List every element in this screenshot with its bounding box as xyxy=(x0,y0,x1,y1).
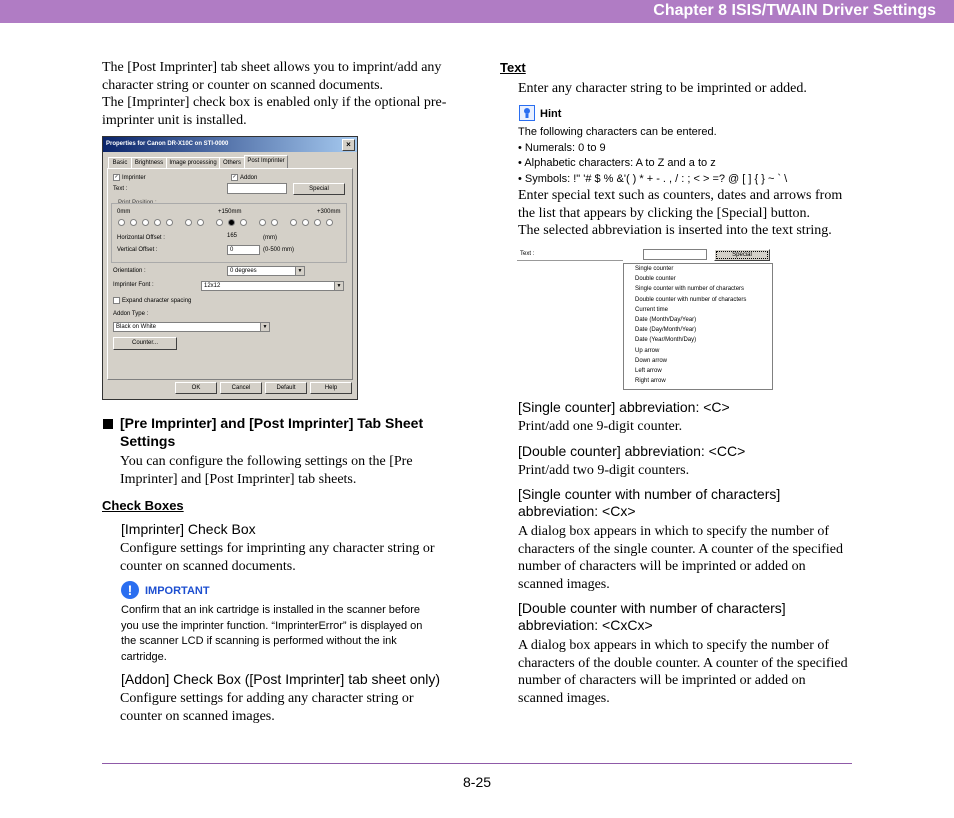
hint-content xyxy=(518,125,858,187)
text-input[interactable] xyxy=(227,183,287,194)
heading-line: [Single counter with number of characters] xyxy=(518,486,781,502)
text-label: Text : xyxy=(113,186,128,192)
vertical-unit: (0-500 mm) xyxy=(263,247,295,253)
position-radio[interactable] xyxy=(130,219,137,226)
double-counter-description: Print/add two 9-digit counters. xyxy=(518,463,690,478)
imprinter-checkbox-label: Imprinter xyxy=(122,175,146,182)
text-heading: Text xyxy=(500,60,526,75)
popup-text-label: Text : xyxy=(520,251,535,257)
position-radio[interactable] xyxy=(118,219,125,226)
horizontal-unit: (mm) xyxy=(263,235,277,241)
intro-line: imprinter unit is installed. xyxy=(102,112,247,128)
tab-brightness[interactable]: Brightness xyxy=(131,157,167,169)
scale-left-label: 0mm xyxy=(117,209,131,215)
important-label: IMPORTANT xyxy=(145,585,210,597)
double-counter-chars-heading xyxy=(518,600,786,634)
desc-line: characters of the single counter. A counter of the specified xyxy=(518,541,843,557)
intro-line: The [Post Imprinter] tab sheet allows you to imprint/add any xyxy=(102,60,442,75)
chevron-down-icon: ▼ xyxy=(260,323,269,331)
heading-line: [Double counter with number of characters] xyxy=(518,600,786,616)
vertical-offset-label: Vertical Offset : xyxy=(117,247,158,253)
special-description xyxy=(518,187,863,240)
page-number: 8-25 xyxy=(463,774,492,790)
section-description xyxy=(120,453,470,488)
addon-checkbox[interactable] xyxy=(231,174,257,181)
position-radio[interactable] xyxy=(185,219,192,226)
section-bullet-icon xyxy=(103,416,115,428)
imprinter-font-label: Imprinter Font : xyxy=(113,282,154,288)
tab-others[interactable]: Others xyxy=(219,157,245,169)
addon-type-label: Addon Type : xyxy=(113,311,149,317)
scale-right-label: +300mm xyxy=(317,209,341,215)
counter-button[interactable]: Counter... xyxy=(113,337,177,350)
chevron-down-icon: ▼ xyxy=(334,282,343,290)
note-line: cartridge. xyxy=(121,650,167,663)
dialog-title: Properties for Canon DR-X10C on STI-0000 xyxy=(106,141,229,147)
hint-intro: The following characters can be entered. xyxy=(518,126,717,138)
check-boxes-heading: Check Boxes xyxy=(102,498,184,513)
imprinter-checkbox-heading: [Imprinter] Check Box xyxy=(121,521,256,537)
list-item[interactable]: Double counter with number of characters xyxy=(635,296,747,303)
popup-text-input[interactable] xyxy=(643,249,707,260)
position-radio[interactable] xyxy=(271,219,278,226)
desc-line: A dialog box appears in which to specify the number of xyxy=(518,524,830,539)
important-icon: ! xyxy=(121,581,139,599)
note-line: Confirm that an ink cartridge is installed in the scanner before xyxy=(121,604,420,616)
position-radio[interactable] xyxy=(197,219,204,226)
desc-line: Enter special text such as counters, dates and arrows from xyxy=(518,188,843,203)
list-item[interactable]: Single counter xyxy=(635,266,674,272)
expand-spacing-label: Expand character spacing xyxy=(122,298,192,305)
list-item[interactable]: Up arrow xyxy=(635,347,660,354)
list-item[interactable]: Double counter xyxy=(635,276,676,283)
tab-post-imprinter[interactable]: Post Imprinter xyxy=(244,155,288,169)
desc-line: scanned images. xyxy=(518,690,610,706)
scale-mid-label: +150mm xyxy=(218,209,242,215)
desc-line: scanned images. xyxy=(518,576,610,592)
desc-line: counter on scanned documents. xyxy=(120,558,296,574)
text-description: Enter any character string to be imprinted or added. xyxy=(518,81,807,96)
single-counter-heading: [Single counter] abbreviation: <C> xyxy=(518,399,730,415)
single-counter-chars-heading xyxy=(518,486,780,520)
position-radio-selected[interactable] xyxy=(228,219,235,226)
position-radio[interactable] xyxy=(326,219,333,226)
single-counter-description: Print/add one 9-digit counter. xyxy=(518,419,683,434)
desc-line: the list that appears by clicking the [Special] button. xyxy=(518,205,810,221)
addon-checkbox-description xyxy=(120,690,470,725)
hint-label: Hint xyxy=(540,108,562,120)
orientation-select[interactable] xyxy=(227,266,305,276)
note-line: you use the imprinter function. “ImprinterError” is displayed on xyxy=(121,619,423,632)
desc-line: Configure settings for imprinting any character string or xyxy=(120,541,435,556)
chapter-title: Chapter 8 ISIS/TWAIN Driver Settings xyxy=(653,2,936,19)
desc-line: The selected abbreviation is inserted into the text string. xyxy=(518,223,832,238)
desc-line: counter on scanned images. xyxy=(120,708,275,724)
section-heading xyxy=(120,414,470,450)
imprinter-checkbox[interactable] xyxy=(113,174,146,181)
list-item[interactable]: Right arrow xyxy=(635,378,666,385)
check-icon: ✓ xyxy=(114,174,119,180)
hint-item: • Numerals: 0 to 9 xyxy=(518,141,606,154)
position-radio[interactable] xyxy=(154,219,161,226)
expand-spacing-checkbox[interactable] xyxy=(113,297,191,304)
list-item[interactable]: Date (Year/Month/Day) xyxy=(635,337,697,344)
divider xyxy=(517,260,623,261)
dialog-title-bar xyxy=(103,137,357,152)
section-desc-line: You can configure the following settings on the [Pre xyxy=(120,454,413,469)
list-item[interactable]: Date (Day/Month/Year) xyxy=(635,327,697,334)
list-item[interactable]: Date (Month/Day/Year) xyxy=(635,316,697,323)
tab-basic[interactable]: Basic xyxy=(108,157,132,169)
list-item[interactable]: Down arrow xyxy=(635,357,668,364)
desc-line: Configure settings for adding any character string or xyxy=(120,691,414,706)
special-list-screenshot xyxy=(517,248,772,388)
close-icon[interactable]: × xyxy=(342,139,355,151)
desc-line: number of characters will be imprinted or added on xyxy=(518,673,806,688)
hint-icon xyxy=(519,105,535,121)
default-button[interactable]: Default xyxy=(265,382,307,394)
list-item[interactable]: Single counter with number of characters xyxy=(635,286,745,293)
popup-special-button[interactable]: Special xyxy=(714,249,770,261)
addon-checkbox-label: Addon xyxy=(240,175,258,182)
position-radio[interactable] xyxy=(240,219,247,226)
hint-item: • Symbols: !" '# $ % &'( ) * + - . , / : ; < > =? @ [ ] { } ~ ` \ xyxy=(518,172,788,185)
desc-line: A dialog box appears in which to specify the number of xyxy=(518,638,830,653)
tab-image-processing[interactable]: Image processing xyxy=(166,157,220,169)
print-position-label: Print Position : xyxy=(118,200,157,206)
vertical-offset-input[interactable]: 0 xyxy=(227,245,260,255)
position-radio[interactable] xyxy=(216,219,223,226)
desc-line: characters of the double counter. A counter of the specified xyxy=(518,655,848,671)
checkbox-icon xyxy=(113,297,120,304)
list-item[interactable]: Left arrow xyxy=(635,367,662,374)
position-radio[interactable] xyxy=(290,219,297,226)
important-note xyxy=(121,603,466,665)
footer-divider xyxy=(102,763,852,764)
desc-line: number of characters will be imprinted or added on xyxy=(518,559,806,574)
position-radio[interactable] xyxy=(142,219,149,226)
intro-paragraph xyxy=(102,59,462,129)
chevron-down-icon: ▼ xyxy=(295,267,304,275)
ok-button[interactable]: OK xyxy=(175,382,217,394)
section-desc-line: Imprinter] and [Post Imprinter] tab sheets. xyxy=(120,471,357,487)
horizontal-offset-value: 165 xyxy=(227,233,238,239)
position-radio[interactable] xyxy=(166,219,173,226)
addon-checkbox-heading: [Addon] Check Box ([Post Imprinter] tab sheet only) xyxy=(121,671,441,687)
position-radio[interactable] xyxy=(302,219,309,226)
horizontal-offset-label: Horizontal Offset : xyxy=(117,235,165,241)
orientation-label: Orientation : xyxy=(113,268,146,274)
section-heading-line: Settings xyxy=(120,433,176,449)
double-counter-heading: [Double counter] abbreviation: <CC> xyxy=(518,443,746,459)
position-radio[interactable] xyxy=(314,219,321,226)
cancel-button[interactable]: Cancel xyxy=(220,382,262,394)
font-value: 12x12 xyxy=(204,283,221,289)
imprinter-checkbox-description xyxy=(120,540,470,575)
position-radio[interactable] xyxy=(259,219,266,226)
special-button[interactable]: Special xyxy=(293,183,345,195)
heading-line: abbreviation: <Cx> xyxy=(518,503,636,519)
help-button[interactable]: Help xyxy=(310,382,352,394)
hint-item: • Alphabetic characters: A to Z and a to z xyxy=(518,157,716,169)
chapter-header-bar xyxy=(0,0,954,23)
intro-line: The [Imprinter] check box is enabled only if the optional pre- xyxy=(102,95,447,110)
intro-line: character string or counter on scanned documents. xyxy=(102,77,384,93)
special-item-list xyxy=(623,263,773,390)
section-heading-line: [Pre Imprinter] and [Post Imprinter] Tab Sheet xyxy=(120,415,424,431)
check-icon: ✓ xyxy=(232,174,237,180)
list-item[interactable]: Current time xyxy=(635,306,669,313)
addon-type-select[interactable] xyxy=(113,322,270,332)
note-line: the scanner LCD if scanning is performed without the ink xyxy=(121,635,397,647)
addon-type-value: Black on White xyxy=(116,324,157,330)
heading-line: abbreviation: <CxCx> xyxy=(518,617,653,633)
single-counter-chars-description xyxy=(518,523,863,593)
properties-dialog-screenshot xyxy=(102,136,358,400)
orientation-value: 0 degrees xyxy=(230,268,257,274)
imprinter-font-select[interactable] xyxy=(201,281,344,291)
double-counter-chars-description xyxy=(518,637,863,707)
